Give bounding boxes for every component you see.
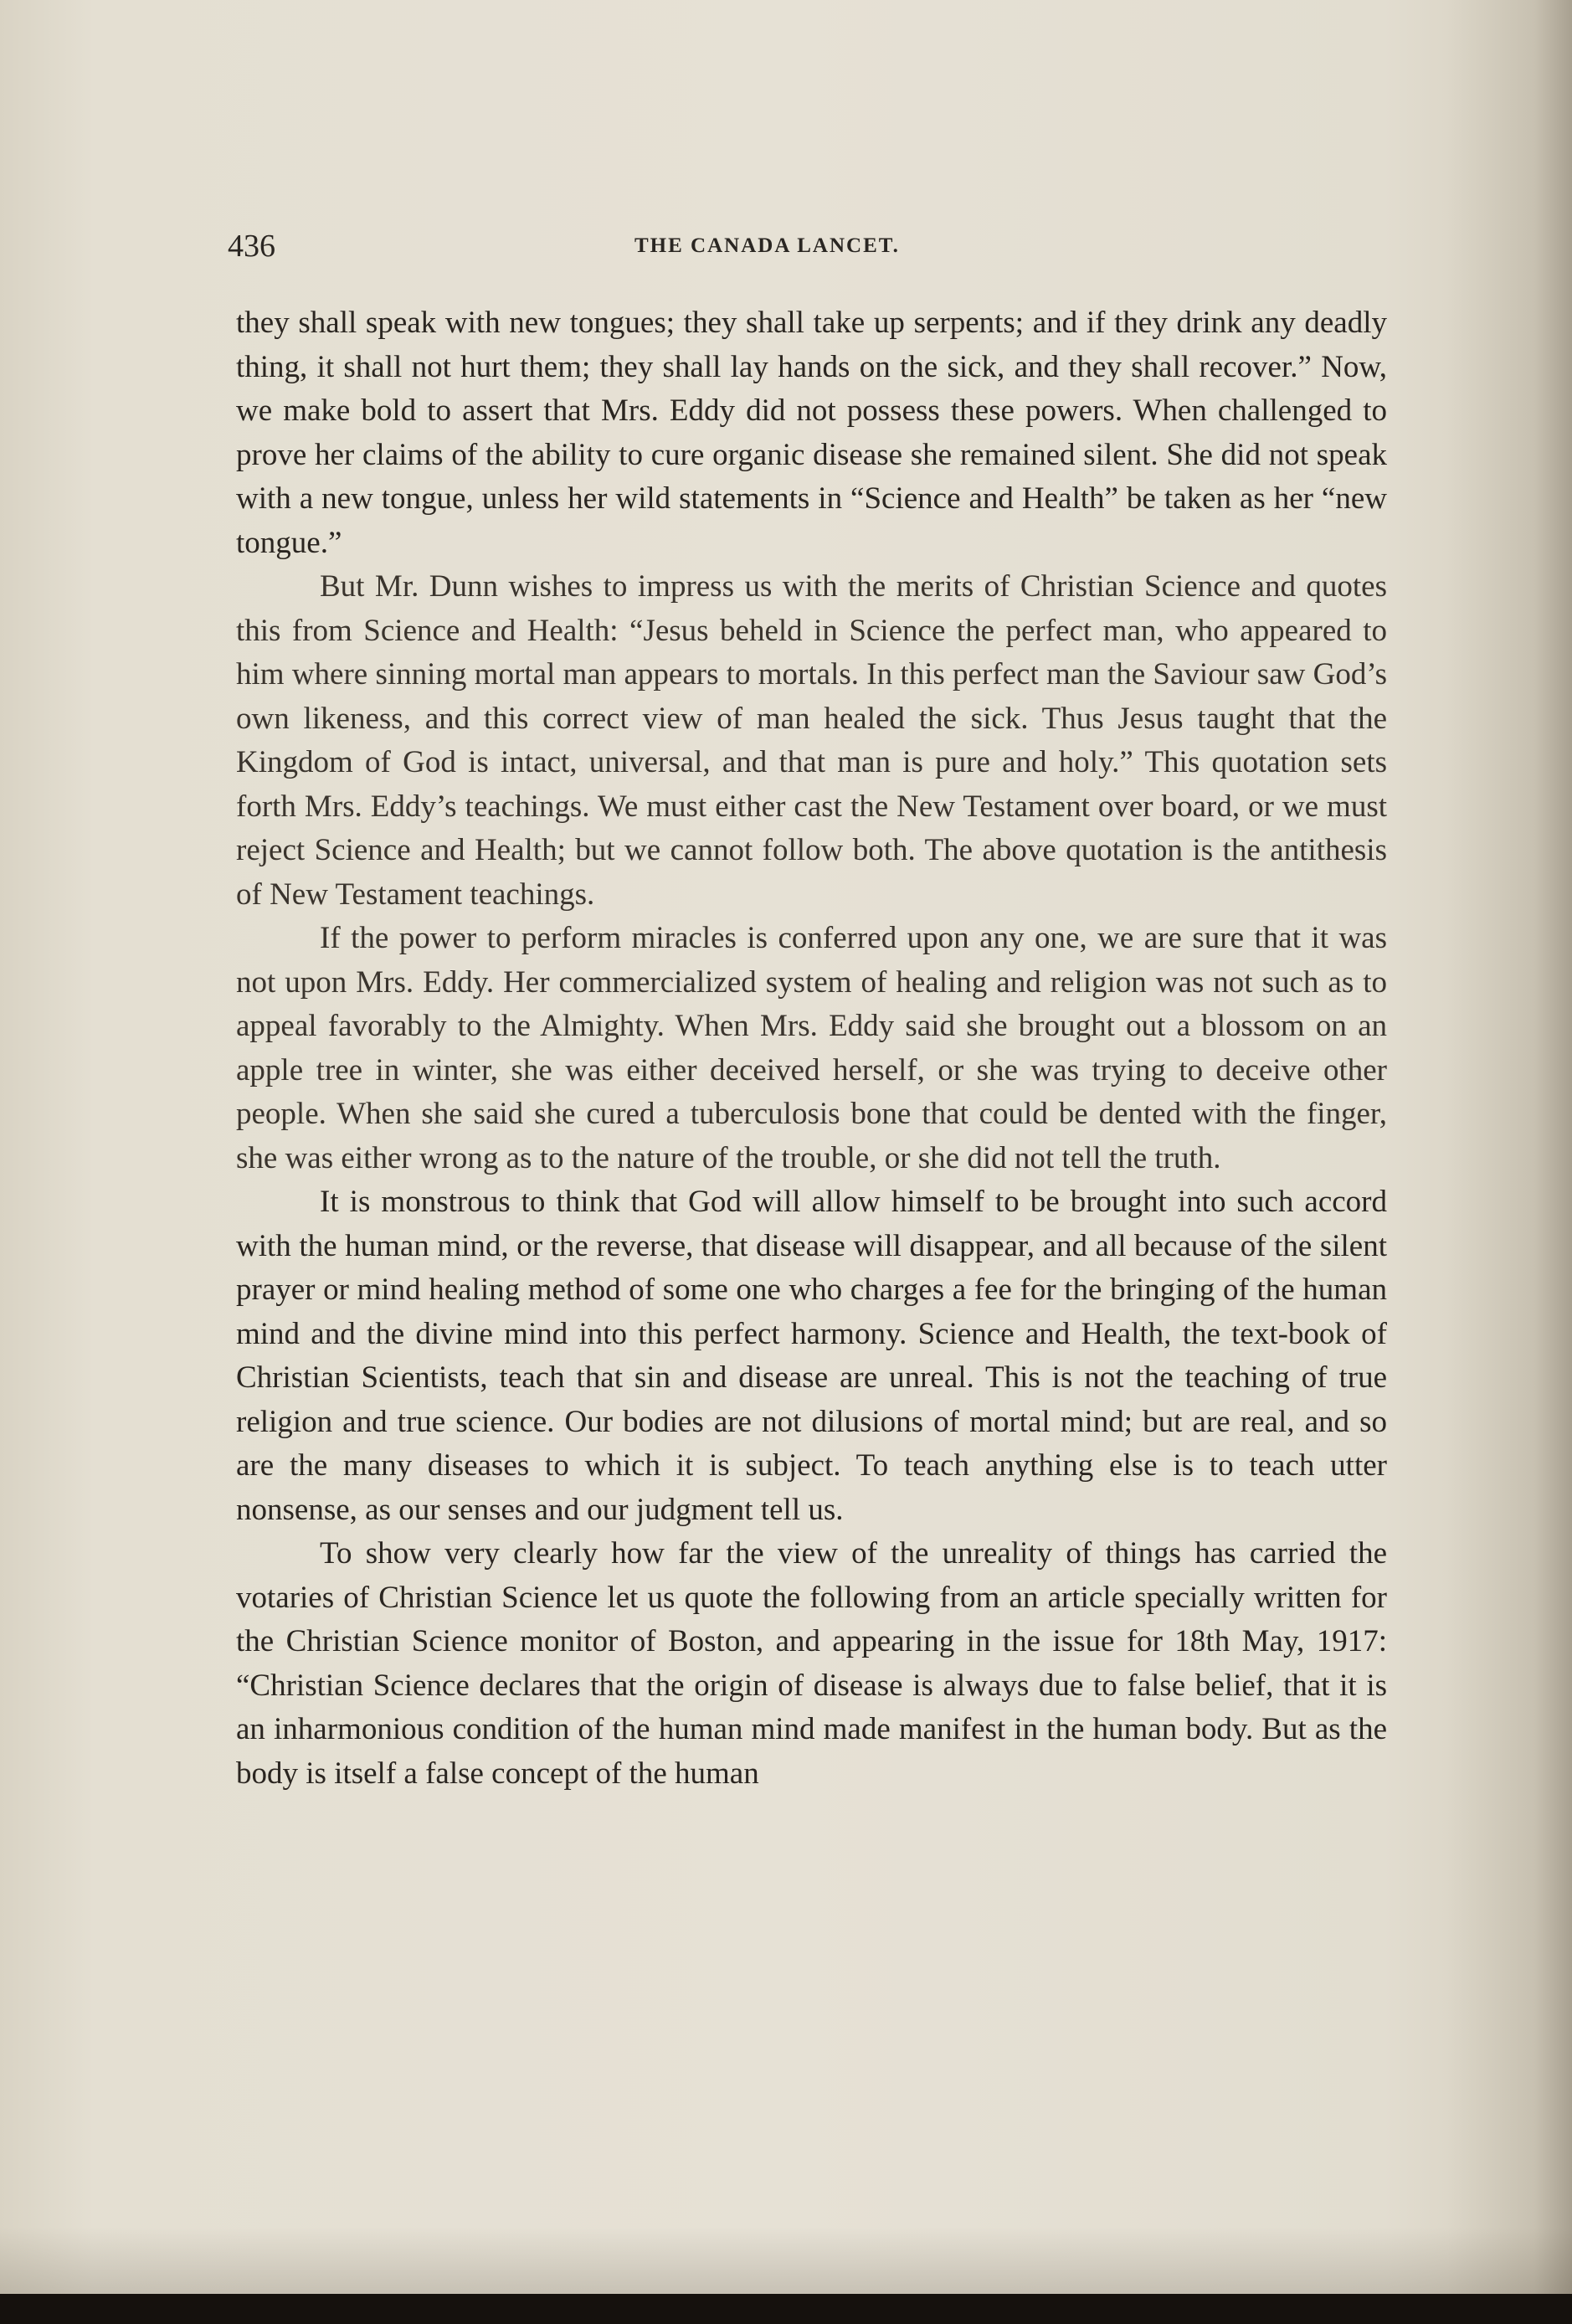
paragraph-monitor-quote: To show very clearly how far the view of the unreality of things has carried the votaries of Christian Science let us quote the following from an article specially written for the Christian Science monitor of Boston, and appearing in the issue for 18th May, 1917: “Christian Science declares that the origin of disease is always due to false belief, that it is an inharmonious condition of the human mind made manifest in the human body. But as the body is itself a false concept of the human (236, 1536, 1387, 1791)
running-head (228, 228, 1400, 270)
paragraph-miracles: If the power to perform miracles is conferred upon any one, we are sure that it was not upon Mrs. Eddy. Her commercialized system of healing and religion was not such as to appeal favorably to the Almighty. When Mrs. Eddy said she brought out a blossom on an apple tree in winter, she was either deceived herself, or she was trying to deceive other people. When she said she cured a tuberculosis bone that could be dented with the finger, she was either wrong as to the nature of the trouble, or she did not tell the truth. (236, 921, 1387, 1175)
journal-title: THE CANADA LANCET. (634, 234, 900, 257)
body-text (236, 301, 1387, 1796)
gutter-shadow (1446, 0, 1572, 2294)
scan-bottom-edge (0, 2294, 1572, 2324)
paragraph-monstrous: It is monstrous to think that God will allow himself to be brought into such accord with the human mind, or the reverse, that disease will disappear, and all because of the silent prayer or mind healing method of some one who charges a fee for the bringing of the human mind and the divine mind into this perfect harmony. Science and Health, the text-book of Christian Scientists, teach that sin and disease are unreal. This is not the teaching of true religion and true science. Our bodies are not dilusions of mortal mind; but are real, and so are the many diseases to which it is subject. To teach anything else is to teach utter nonsense, as our senses and our judgment tell us. (236, 1185, 1387, 1527)
page-number: 436 (228, 229, 275, 264)
paragraph-continuation: they shall speak with new tongues; they shall take up serpents; and if they drink any deadly thing, it shall not hurt them; they shall lay hands on the sick, and they shall recover.” Now, we make bold to assert that Mrs. Eddy did not possess these powers. When challenged to prove her claims of the ability to cure organic disease she remained silent. She did not speak with a new tongue, unless her wild statements in “Science and Health” be taken as her “new tongue.” (236, 306, 1387, 560)
paragraph-dunn-quotation: But Mr. Dunn wishes to impress us with the merits of Christian Science and quotes this from Science and Health: “Jesus beheld in Science the perfect man, who appeared to him where sinning mortal man appears to mortals. In this perfect man the Saviour saw God’s own likeness, and this correct view of man healed the sick. Thus Jesus taught that the Kingdom of God is intact, universal, and that man is pure and holy.” This quotation sets forth Mrs. Eddy’s teachings. We must either cast the New Testament over board, or we must reject Science and Health; but we cannot follow both. The above quotation is the antithesis of New Testament teachings. (236, 569, 1387, 912)
